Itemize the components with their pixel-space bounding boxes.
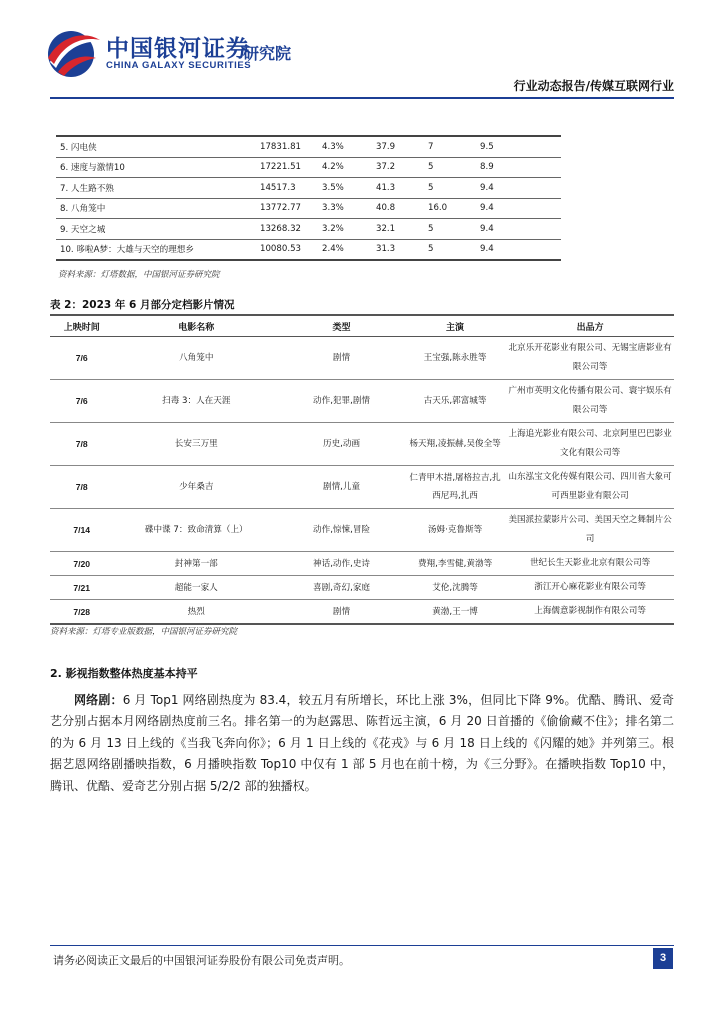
table-row	[50, 380, 674, 423]
movie-cast: 汤姆·克鲁斯等	[404, 509, 506, 552]
movie-producer: 世纪长生天影业北京有限公司等	[506, 552, 674, 576]
table-cell: 16.0	[424, 198, 476, 219]
report-type: 行业动态报告/传媒互联网行业	[513, 79, 674, 93]
movie-title: 超能一家人	[113, 576, 279, 600]
body-paragraph	[50, 690, 674, 797]
table-cell: 40.8	[372, 198, 424, 219]
footer-disclaimer: 请务必阅读正文最后的中国银河证券股份有限公司免责声明。	[53, 954, 350, 967]
table-cell: 5	[424, 157, 476, 178]
table-row	[50, 509, 674, 552]
movie-title: 长安三万里	[113, 423, 279, 466]
table-cell: 41.3	[372, 178, 424, 199]
table-cell: 13772.77	[256, 198, 318, 219]
table-cell: 4.2%	[318, 157, 372, 178]
table-cell: 4.3%	[318, 136, 372, 157]
page-number: 3	[653, 948, 673, 969]
table-cell: 13268.32	[256, 219, 318, 240]
movie-producer: 上海儒意影视制作有限公司等	[506, 600, 674, 625]
table-cell: 37.2	[372, 157, 424, 178]
movie-producer: 广州市英明文化传播有限公司、寰宇娱乐有限公司等	[506, 380, 674, 423]
table-row	[50, 466, 674, 509]
table-cell: 6. 速度与激情10	[56, 157, 256, 178]
movie-title: 碟中谍 7：致命清算（上）	[113, 509, 279, 552]
release-date: 7/21	[50, 576, 113, 600]
movie-cast: 艾伦,沈腾等	[404, 576, 506, 600]
table-title: 表 2：2023 年 6 月部分定档影片情况	[50, 299, 235, 311]
table-row	[50, 423, 674, 466]
table-cell: 31.3	[372, 239, 424, 260]
movie-producer: 山东泓宝文化传媒有限公司、四川省大象可可西里影业有限公司	[506, 466, 674, 509]
brand-name-cn: 中国银河证券	[106, 36, 250, 62]
table-cell: 5	[424, 219, 476, 240]
table-cell: 5	[424, 178, 476, 199]
movie-genre: 剧情,儿童	[279, 466, 404, 509]
release-schedule-table	[50, 314, 674, 625]
column-header: 类型	[279, 315, 404, 337]
column-header: 上映时间	[50, 315, 113, 337]
table-source-note: 资料来源：灯塔数据，中国银河证券研究院	[58, 270, 220, 280]
table-cell: 9. 天空之城	[56, 219, 256, 240]
release-date: 7/14	[50, 509, 113, 552]
movie-cast: 杨天翔,凌振赫,吴俊全等	[404, 423, 506, 466]
movie-genre: 动作,惊悚,冒险	[279, 509, 404, 552]
table-cell: 8. 八角笼中	[56, 198, 256, 219]
paragraph-text: 6 月 Top1 网络剧热度为 83.4，较五月有所增长，环比上涨 3%，但同比下降 9%。优酷、腾讯、爱奇艺分别占据本月网络剧热度前三名。排名第一的为赵露思、陈哲远主演，6 月 20 日首播的《偷偷藏不住》；排名第二的为 6 月 13 日上线的《当我飞奔向你》；6 月 1 日上线的《花戎》与 6 月 18 日上线的《闪耀的她》并列第三。根据艺恩网络剧播映指数，6 月播映指数 Top10 中仅有 1 部 5 月也在前十榜，为《三分野》。在播映指数 Top10 中，腾讯、优酷、爱奇艺分别占据 5/2/2 部的独播权。	[50, 693, 674, 793]
release-date: 7/28	[50, 600, 113, 625]
movie-cast: 王宝强,陈永胜等	[404, 337, 506, 380]
movie-title: 封神第一部	[113, 552, 279, 576]
movie-genre: 神话,动作,史诗	[279, 552, 404, 576]
table-cell: 32.1	[372, 219, 424, 240]
table-header-row	[50, 315, 674, 337]
table-cell: 7	[424, 136, 476, 157]
movie-cast: 仁青甲木措,屠格拉吉,扎西尼玛,扎西	[404, 466, 506, 509]
table-cell: 17831.81	[256, 136, 318, 157]
table-cell: 2.4%	[318, 239, 372, 260]
table-row	[50, 337, 674, 380]
table-source-note: 资料来源：灯塔专业版数据，中国银河证券研究院	[50, 627, 238, 637]
footer-divider	[50, 945, 674, 946]
galaxy-logo-icon	[44, 28, 102, 80]
table-cell: 8.9	[476, 157, 561, 178]
movie-genre: 剧情	[279, 600, 404, 625]
section-heading: 2. 影视指数整体热度基本持平	[50, 667, 198, 680]
brand-institute: 研究院	[243, 44, 292, 63]
movie-title: 热烈	[113, 600, 279, 625]
movie-genre: 喜剧,奇幻,家庭	[279, 576, 404, 600]
table-cell: 10. 哆啦A梦：大雄与天空的理想乡	[56, 239, 256, 260]
table-cell: 9.4	[476, 198, 561, 219]
paragraph-lead: 网络剧：	[74, 693, 123, 707]
movie-genre: 动作,犯罪,剧情	[279, 380, 404, 423]
table-cell: 9.4	[476, 178, 561, 199]
table-cell: 3.2%	[318, 219, 372, 240]
brand-name-en: CHINA GALAXY SECURITIES	[106, 60, 252, 71]
movie-title: 扫毒 3：人在天涯	[113, 380, 279, 423]
movie-producer: 上海追光影业有限公司、北京阿里巴巴影业文化有限公司等	[506, 423, 674, 466]
table-row	[50, 552, 674, 576]
table-cell: 37.9	[372, 136, 424, 157]
table-cell: 3.3%	[318, 198, 372, 219]
column-header: 主演	[404, 315, 506, 337]
movie-producer: 北京乐开花影业有限公司、无锡宝唐影业有限公司等	[506, 337, 674, 380]
table-cell: 5. 闪电侠	[56, 136, 256, 157]
movie-cast: 古天乐,郭富城等	[404, 380, 506, 423]
table-cell: 14517.3	[256, 178, 318, 199]
table-cell: 3.5%	[318, 178, 372, 199]
table-row	[50, 600, 674, 625]
release-date: 7/8	[50, 466, 113, 509]
release-date: 7/20	[50, 552, 113, 576]
movie-title: 少年桑吉	[113, 466, 279, 509]
column-header: 出品方	[506, 315, 674, 337]
movie-cast: 黄渤,王一博	[404, 600, 506, 625]
table-row	[56, 219, 561, 240]
table-row	[56, 198, 561, 219]
movie-cast: 费翔,李雪健,黄渤等	[404, 552, 506, 576]
table-row	[56, 157, 561, 178]
column-header: 电影名称	[113, 315, 279, 337]
movie-producer: 美国派拉蒙影片公司、美国天空之舞制片公司	[506, 509, 674, 552]
table-row	[56, 136, 561, 157]
table-cell: 9.4	[476, 239, 561, 260]
table-row	[56, 178, 561, 199]
header-divider	[50, 97, 674, 99]
box-office-table	[56, 135, 561, 261]
table-cell: 5	[424, 239, 476, 260]
movie-genre: 历史,动画	[279, 423, 404, 466]
movie-title: 八角笼中	[113, 337, 279, 380]
release-date: 7/6	[50, 337, 113, 380]
release-date: 7/8	[50, 423, 113, 466]
table-cell: 9.5	[476, 136, 561, 157]
table-cell: 7. 人生路不熟	[56, 178, 256, 199]
movie-genre: 剧情	[279, 337, 404, 380]
release-date: 7/6	[50, 380, 113, 423]
table-row	[56, 239, 561, 260]
table-cell: 17221.51	[256, 157, 318, 178]
table-row	[50, 576, 674, 600]
movie-producer: 浙江开心麻花影业有限公司等	[506, 576, 674, 600]
table-cell: 9.4	[476, 219, 561, 240]
table-cell: 10080.53	[256, 239, 318, 260]
